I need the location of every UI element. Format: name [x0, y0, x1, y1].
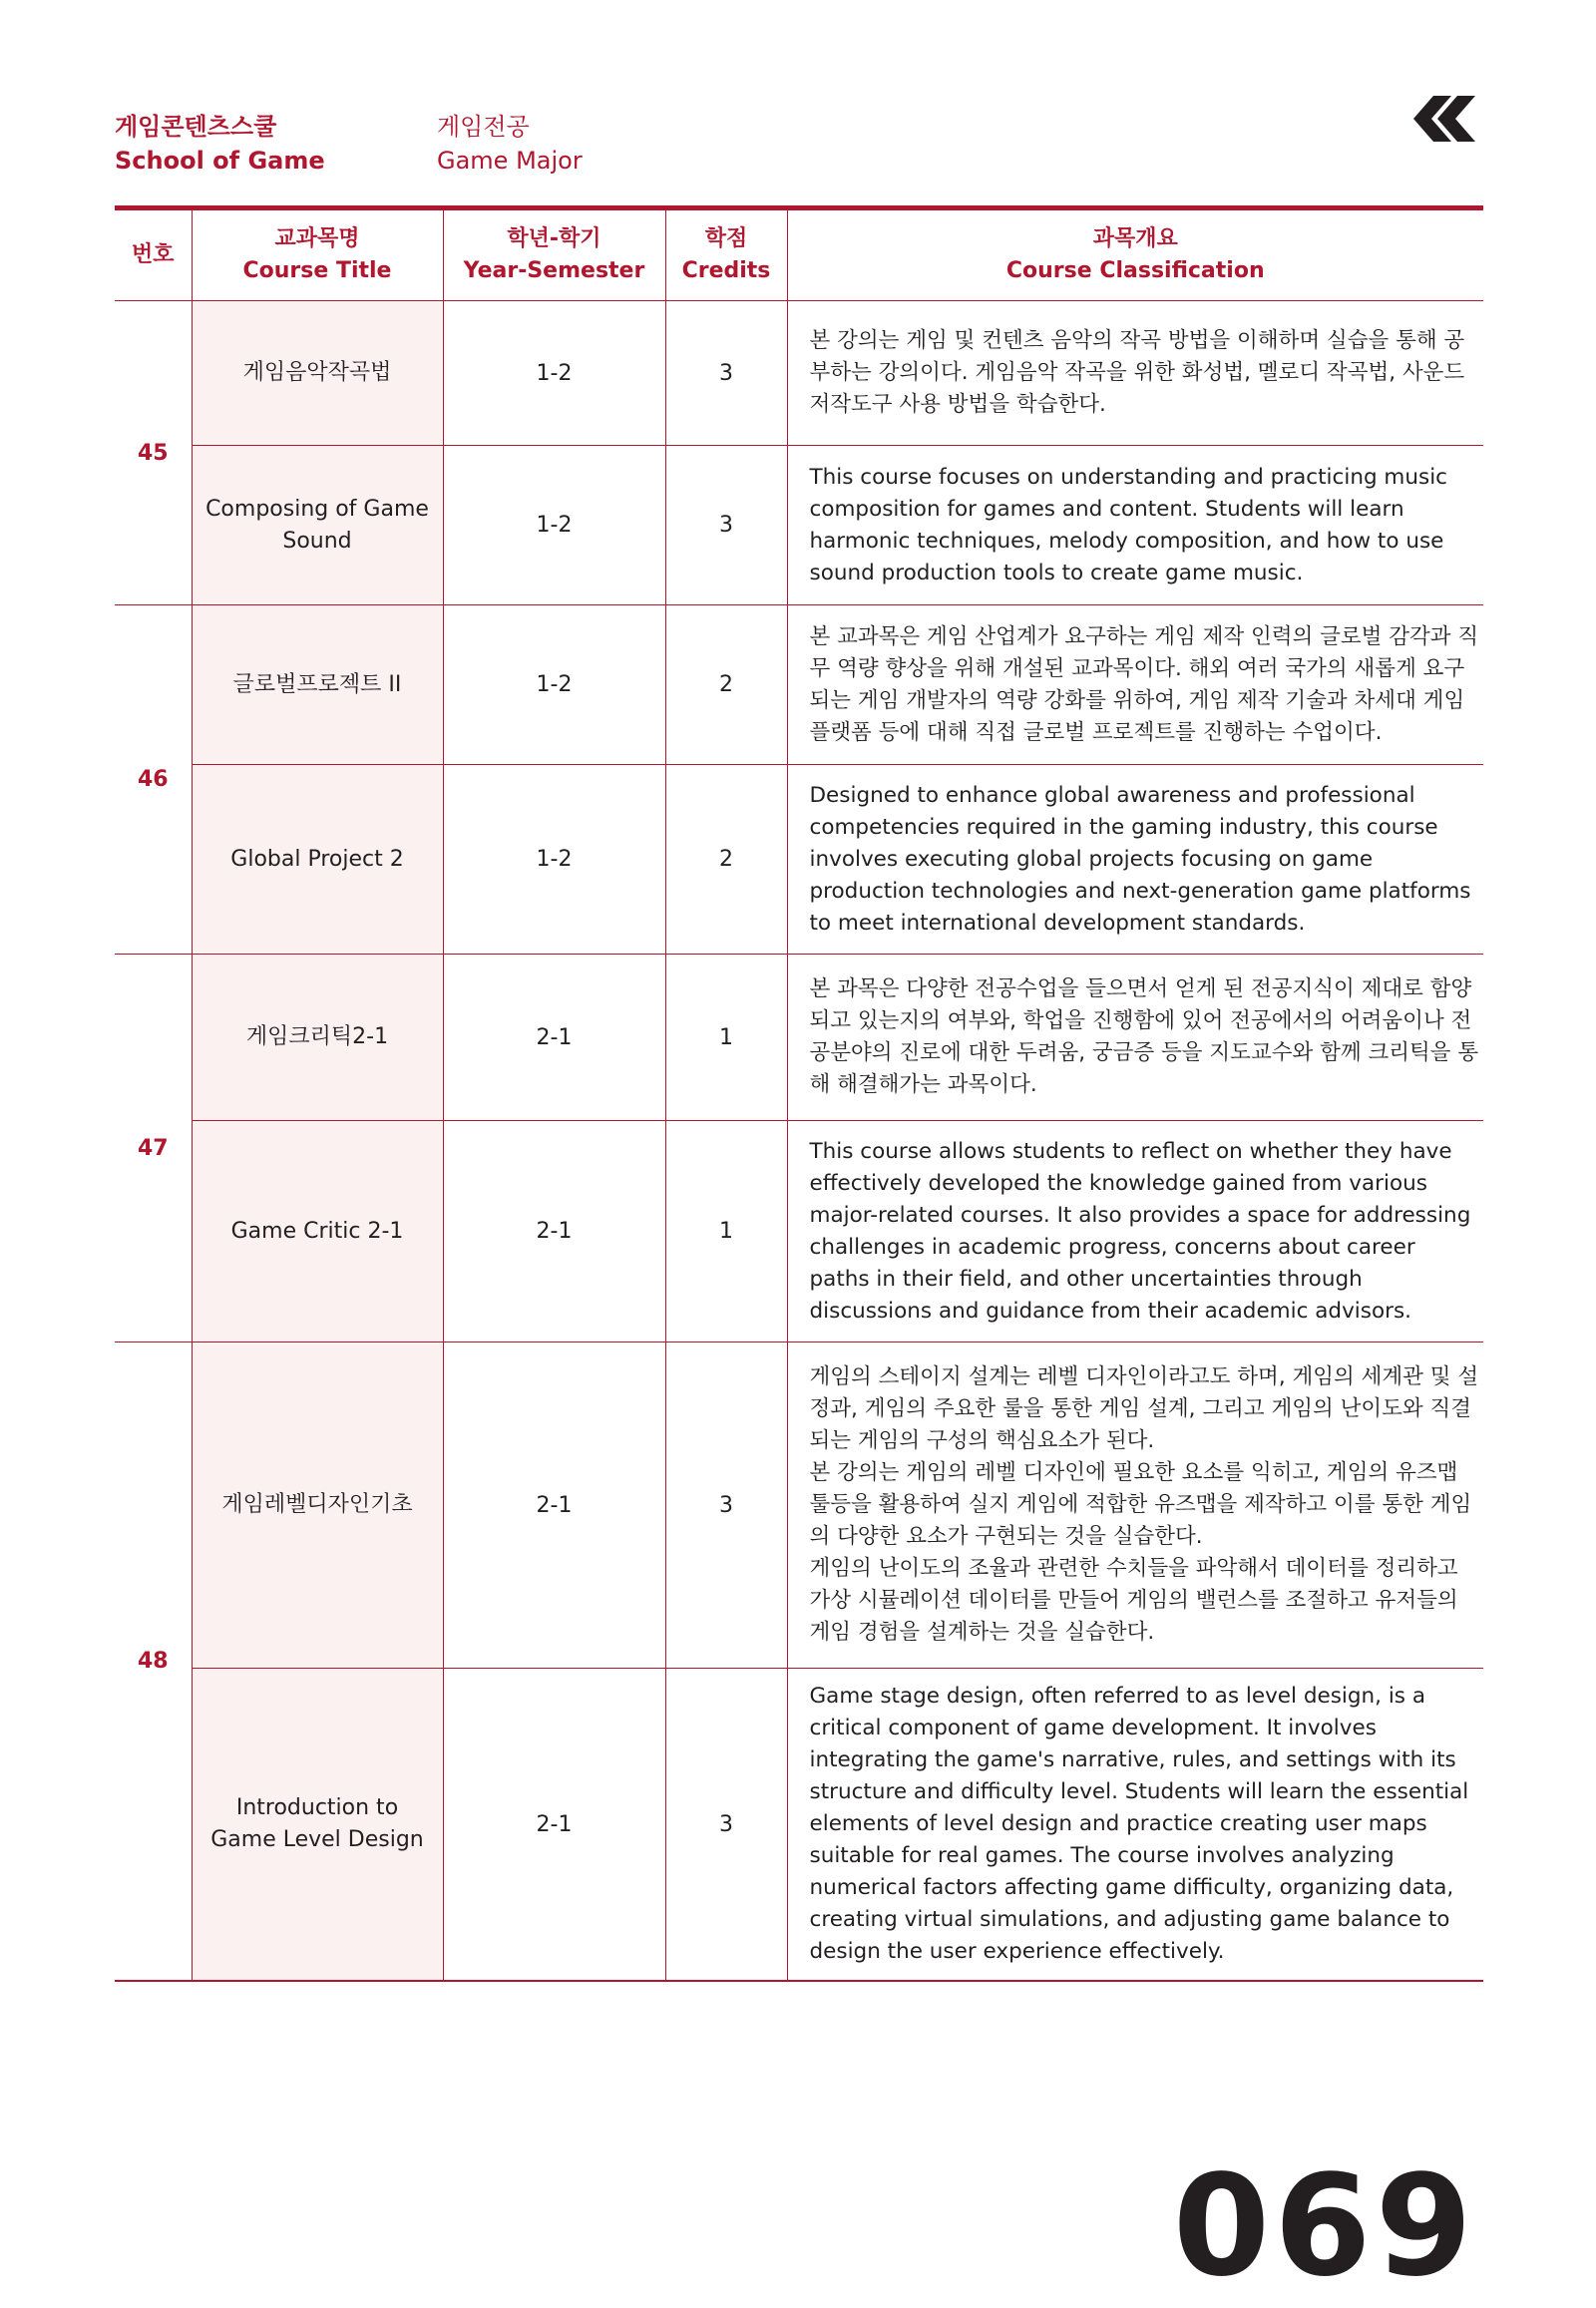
year-semester: 1-2 — [443, 446, 665, 605]
credits: 3 — [665, 1343, 787, 1669]
year-semester: 1-2 — [443, 605, 665, 765]
course-title-ko: 게임음악작곡법 — [192, 301, 443, 446]
credits: 2 — [665, 605, 787, 765]
description-paragraph: 게임의 스테이지 설계는 레벨 디자인이라고도 하며, 게임의 세계관 및 설정과, 게임의 주요한 룰을 통한 게임 설계, 그리고 게임의 난이도와 직결되는 게임의 구성의 핵심요소가 된다. — [809, 1364, 1479, 1453]
school-name-en: School of Game — [115, 147, 325, 175]
course-title-en: Global Project 2 — [192, 765, 443, 955]
credits: 3 — [665, 1669, 787, 1982]
course-description-en: This course focuses on understanding and practicing music composition for games and content. Students will learn harmonic techniques, melody composition, and how to use sound production tools to create game music. — [787, 446, 1483, 605]
course-title-en: Composing of Game Sound — [192, 446, 443, 605]
course-description-en: Designed to enhance global awareness and professional competencies required in the gaming industry, this course involves executing global projects focusing on game production technologies and next-generation game platforms to meet international development standards. — [787, 765, 1483, 955]
course-description-ko — [787, 1343, 1483, 1669]
course-title-ko: 게임레벨디자인기초 — [192, 1343, 443, 1669]
year-semester: 2-1 — [443, 1669, 665, 1982]
year-semester: 2-1 — [443, 1121, 665, 1343]
credits: 1 — [665, 1121, 787, 1343]
table-row — [115, 1343, 1483, 1669]
course-title-en: Game Critic 2-1 — [192, 1121, 443, 1343]
col-header-course-classification: 과목개요 Course Classification — [787, 208, 1483, 301]
year-semester: 1-2 — [443, 301, 665, 446]
page-number: 069 — [1172, 2145, 1476, 2308]
col-header-number: 번호 — [115, 208, 192, 301]
table-header-row — [115, 208, 1483, 301]
course-number: 46 — [115, 605, 192, 955]
course-number: 45 — [115, 301, 192, 605]
school-name-ko: 게임콘텐츠스쿨 — [115, 113, 277, 141]
credits: 2 — [665, 765, 787, 955]
page-header — [115, 110, 1483, 190]
course-description-ko: 본 강의는 게임 및 컨텐츠 음악의 작곡 방법을 이해하며 실습을 통해 공부하는 강의이다. 게임음악 작곡을 위한 화성법, 멜로디 작곡법, 사운드 저작도구 사용 방법을 학습한다. — [787, 301, 1483, 446]
school-label — [115, 110, 325, 178]
col-header-credits: 학점 Credits — [665, 208, 787, 301]
col-header-year-semester: 학년-학기 Year-Semester — [443, 208, 665, 301]
table-row — [115, 1121, 1483, 1343]
course-title-line: Introduction to — [235, 1795, 399, 1820]
course-description-en: This course allows students to reflect on whether they have effectively developed the knowledge gained from various major-related courses. It also provides a space for addressing challenges in academic progress, concerns about career paths in their field, and other uncertainties through discussions and guidance from their academic advisors. — [787, 1121, 1483, 1343]
course-number: 48 — [115, 1343, 192, 1982]
table-row — [115, 765, 1483, 955]
major-name-ko: 게임전공 — [437, 113, 530, 141]
table-row — [115, 301, 1483, 446]
year-semester: 1-2 — [443, 765, 665, 955]
col-header-course-title: 교과목명 Course Title — [192, 208, 443, 301]
table-row — [115, 605, 1483, 765]
course-title-ko: 글로벌프로젝트 II — [192, 605, 443, 765]
table-row — [115, 955, 1483, 1121]
major-label — [437, 110, 583, 178]
course-table — [115, 205, 1483, 1982]
description-paragraph: 게임의 난이도의 조율과 관련한 수치들을 파악해서 데이터를 정리하고 가상 시뮬레이션 데이터를 만들어 게임의 밸런스를 조절하고 유저들의 게임 경험을 설계하는 것을 실습한다. — [809, 1556, 1458, 1645]
course-title-line: Game Level Design — [210, 1827, 424, 1852]
year-semester: 2-1 — [443, 1343, 665, 1669]
table-row — [115, 1669, 1483, 1982]
course-title-ko: 게임크리틱2-1 — [192, 955, 443, 1121]
credits: 3 — [665, 301, 787, 446]
ck-logo-icon — [1407, 92, 1483, 146]
course-title-en — [192, 1669, 443, 1982]
year-semester: 2-1 — [443, 955, 665, 1121]
course-description-ko: 본 교과목은 게임 산업계가 요구하는 게임 제작 인력의 글로벌 감각과 직무 역량 향상을 위해 개설된 교과목이다. 해외 여러 국가의 새롭게 요구되는 게임 개발자의 역량 강화를 위하여, 게임 제작 기술과 차세대 게임 플랫폼 등에 대해 직접 글로벌 프로젝트를 진행하는 수업이다. — [787, 605, 1483, 765]
credits: 3 — [665, 446, 787, 605]
major-name-en: Game Major — [437, 147, 583, 175]
description-paragraph: 본 강의는 게임의 레벨 디자인에 필요한 요소를 익히고, 게임의 유즈맵 툴등을 활용하여 실지 게임에 적합한 유즈맵을 제작하고 이를 통한 게임의 다양한 요소가 구현되는 것을 실습한다. — [809, 1460, 1472, 1549]
course-description-ko: 본 과목은 다양한 전공수업을 들으면서 얻게 된 전공지식이 제대로 함양되고 있는지의 여부와, 학업을 진행함에 있어 전공에서의 어려움이나 전공분야의 진로에 대한 두려움, 궁금증 등을 지도교수와 함께 크리틱을 통해 해결해가는 과목이다. — [787, 955, 1483, 1121]
course-number: 47 — [115, 955, 192, 1343]
course-description-en: Game stage design, often referred to as level design, is a critical component of game development. It involves integrating the game's narrative, rules, and settings with its structure and difficulty level. Students will learn the essential elements of level design and practice creating user maps suitable for real games. The course involves analyzing numerical factors affecting game difficulty, organizing data, creating virtual simulations, and adjusting game balance to design the user experience effectively. — [787, 1669, 1483, 1982]
table-row — [115, 446, 1483, 605]
credits: 1 — [665, 955, 787, 1121]
